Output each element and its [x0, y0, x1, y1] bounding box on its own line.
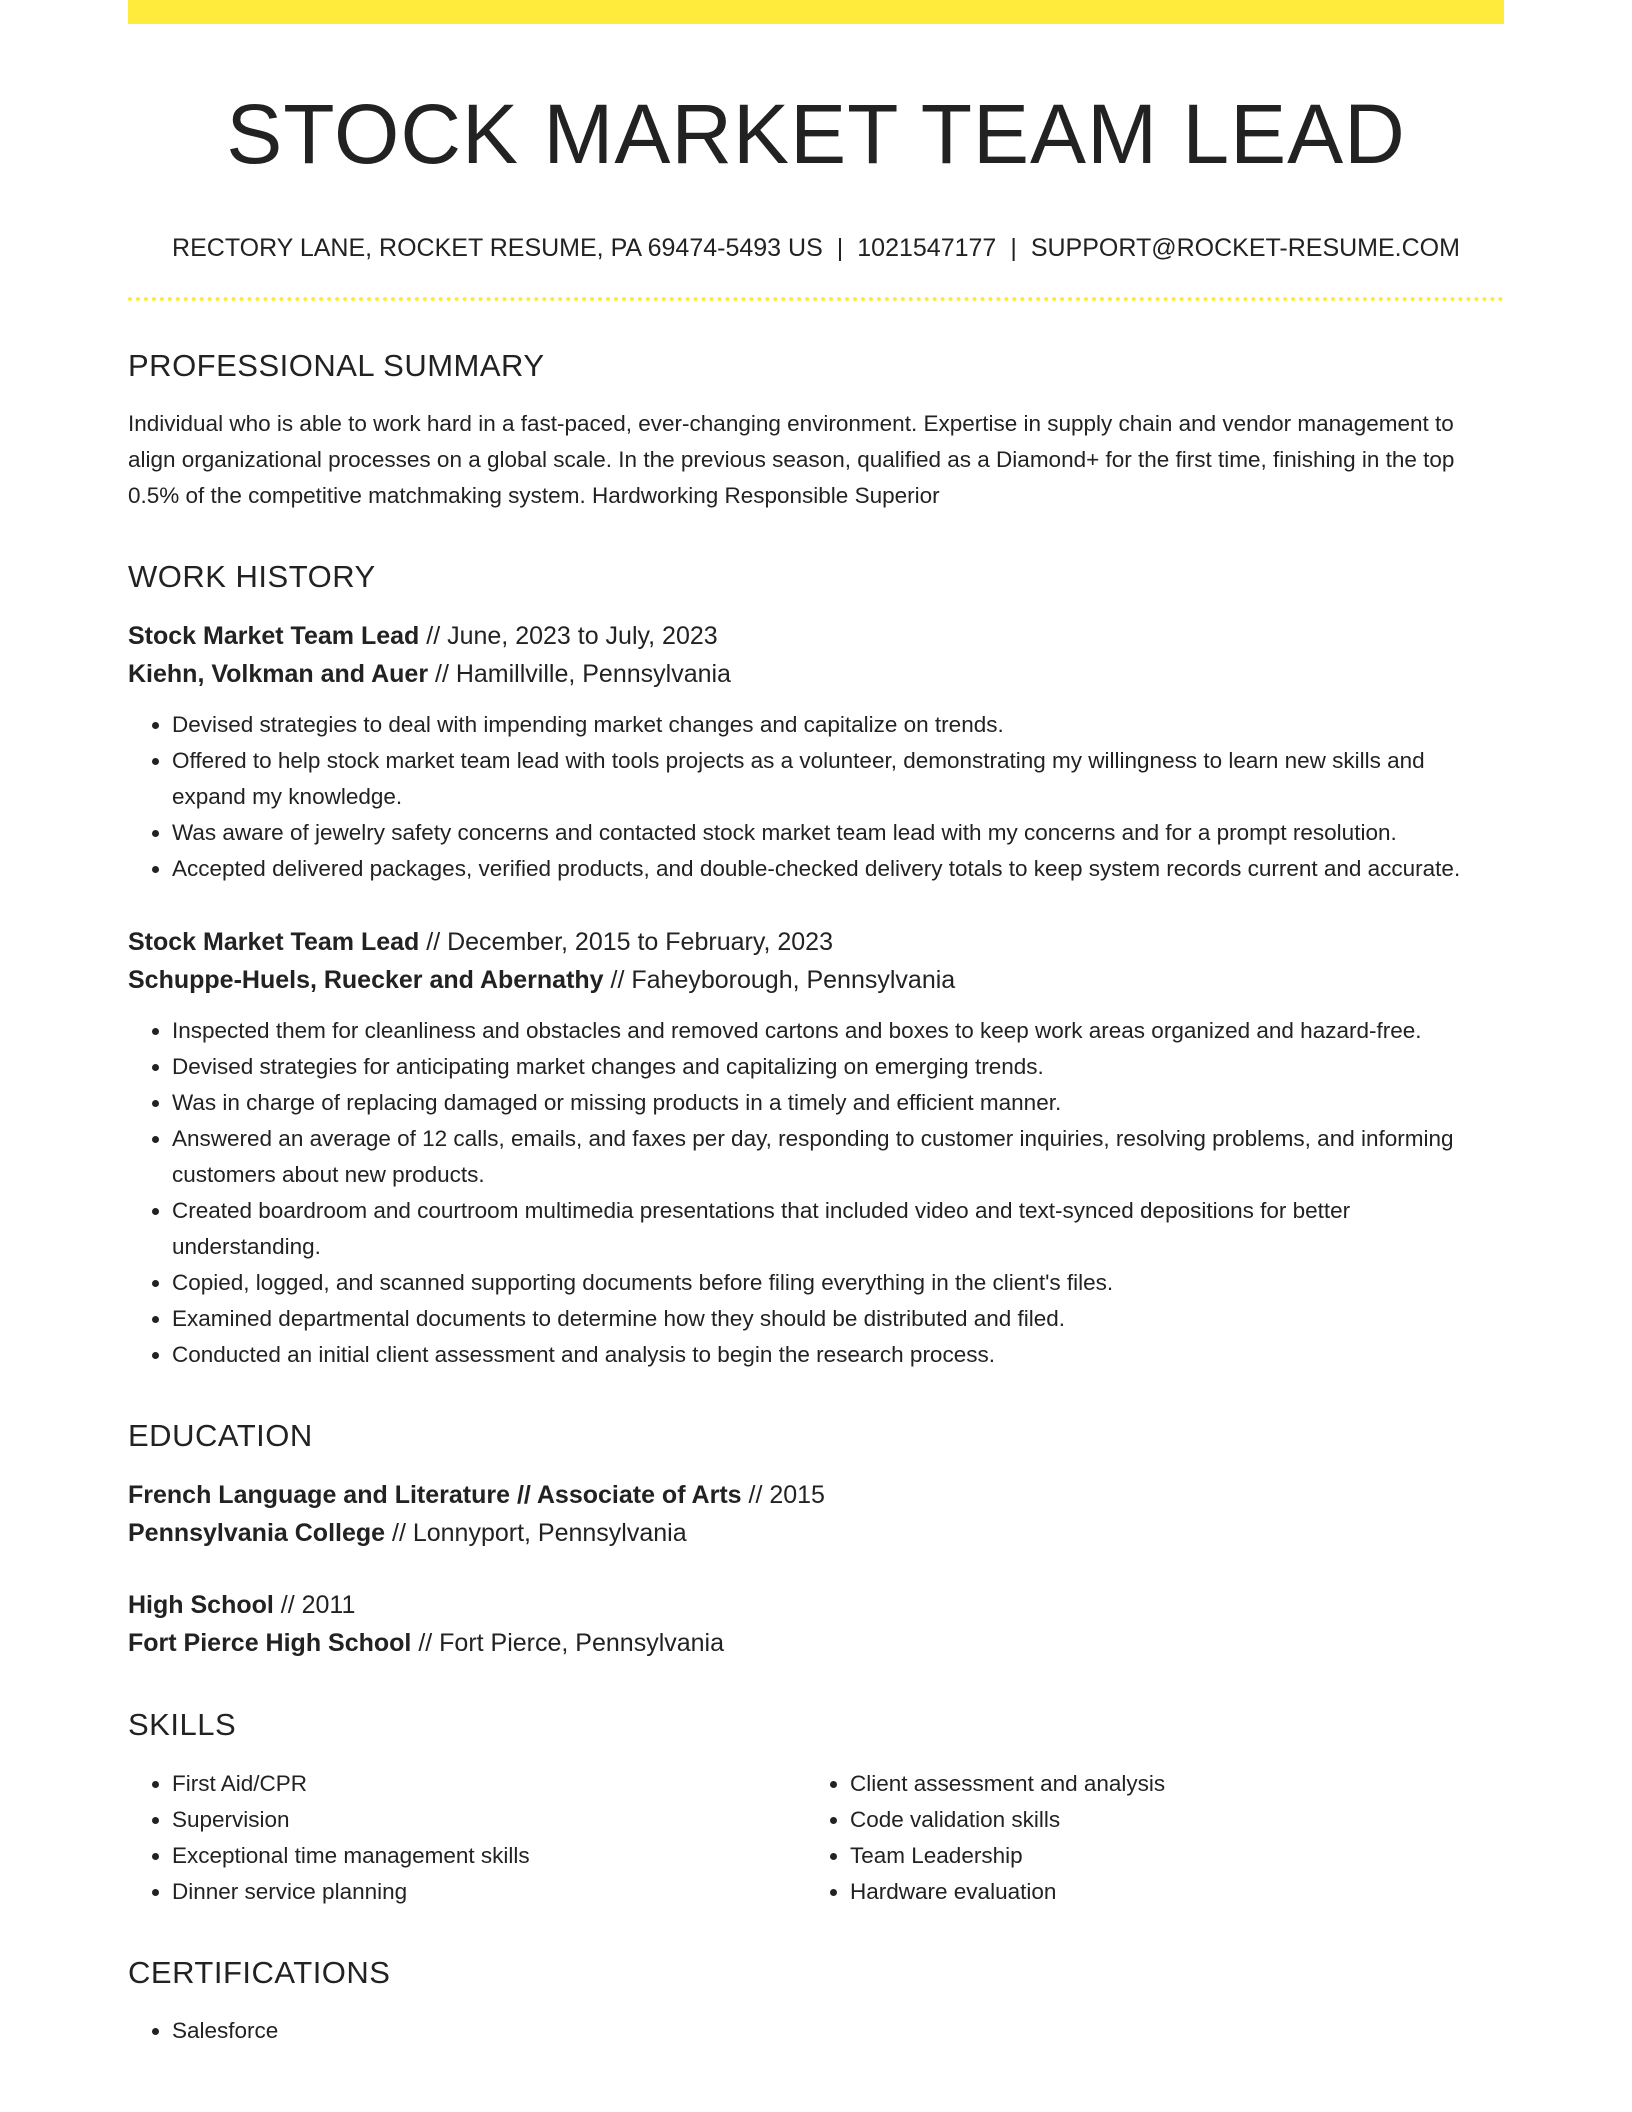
- skills-section: [128, 1706, 1504, 1909]
- school-location: // Fort Pierce, Pennsylvania: [411, 1629, 725, 1658]
- skills-column-right: [806, 1766, 1484, 1910]
- contact-address: RECTORY LANE, ROCKET RESUME, PA 69474-5493 US: [172, 233, 823, 262]
- school: Pennsylvania College: [128, 1519, 386, 1548]
- degree-line: [128, 1476, 1504, 1514]
- degree-line: [128, 1586, 1504, 1624]
- skill-item: • Dinner service planning: [172, 1874, 806, 1910]
- school: Fort Pierce High School: [128, 1629, 412, 1658]
- contact-email: SUPPORT@ROCKET-RESUME.COM: [1030, 233, 1460, 262]
- job-bullet: • Copied, logged, and scanned supporting documents before filing everything in the client's files.: [172, 1265, 1504, 1301]
- education-heading: EDUCATION: [128, 1418, 313, 1454]
- skill-item: • Code validation skills: [850, 1802, 1484, 1838]
- school-line: [128, 1514, 1504, 1552]
- job-title-line: [128, 617, 1504, 655]
- certifications-list: [128, 2013, 1504, 2049]
- school-location: // Lonnyport, Pennsylvania: [385, 1519, 687, 1548]
- job-company: Schuppe-Huels, Ruecker and Abernathy: [128, 966, 604, 995]
- job-bullet: • Offered to help stock market team lead with tools projects as a volunteer, demonstrating my willingness to learn new skills and expand my knowledge.: [172, 743, 1504, 815]
- skill-item: • First Aid/CPR: [172, 1766, 806, 1802]
- job-bullet: • Answered an average of 12 calls, emails, and faxes per day, responding to customer inquiries, resolving problems, and informing customers about new products.: [172, 1121, 1504, 1193]
- contact-separator: |: [836, 233, 844, 262]
- certifications-section: [128, 1954, 1504, 2049]
- school-line: [128, 1624, 1504, 1662]
- job-bullet: • Conducted an initial client assessment and analysis to begin the research process.: [172, 1337, 1504, 1373]
- contact-line: [128, 233, 1504, 263]
- job-entry: [128, 617, 1504, 887]
- degree: High School: [128, 1591, 274, 1620]
- skills-heading: SKILLS: [128, 1707, 237, 1743]
- job-bullet: • Accepted delivered packages, verified products, and double-checked delivery totals to keep system records current and accurate.: [172, 851, 1504, 887]
- top-accent-bar: [128, 0, 1504, 24]
- certification-item: • Salesforce: [172, 2013, 1504, 2049]
- education-entry: [128, 1586, 1504, 1662]
- summary-section: [128, 347, 1504, 514]
- job-location: // Hamillville, Pennsylvania: [428, 660, 731, 689]
- work-history-section: [128, 558, 1504, 1373]
- skill-item: • Client assessment and analysis: [850, 1766, 1484, 1802]
- certifications-heading: CERTIFICATIONS: [128, 1954, 391, 1990]
- job-title-line: [128, 923, 1504, 961]
- contact-separator: |: [1010, 233, 1017, 262]
- degree-year: // 2011: [273, 1591, 356, 1620]
- job-bullet: • Inspected them for cleanliness and obstacles and removed cartons and boxes to keep work areas organized and hazard-free.: [172, 1013, 1504, 1049]
- job-bullets: [128, 1013, 1504, 1373]
- skills-column-left: [128, 1766, 806, 1910]
- skill-item: • Supervision: [172, 1802, 806, 1838]
- summary-heading: PROFESSIONAL SUMMARY: [128, 347, 545, 383]
- job-title: Stock Market Team Lead: [128, 928, 420, 957]
- job-dates: // June, 2023 to July, 2023: [419, 622, 718, 651]
- job-company-line: [128, 655, 1504, 693]
- summary-text: Individual who is able to work hard in a fast-paced, ever-changing environment. Expertise in supply chain and vendor management to align organizational processes on a global scale. In the previous season, qualified as a Diamond+ for the first time, finishing in the top 0.5% of the competitive matchmaking system. Hardworking Responsible Superior: [128, 410, 1455, 508]
- skill-item: • Team Leadership: [850, 1838, 1484, 1874]
- job-bullet: • Was aware of jewelry safety concerns and contacted stock market team lead with my concerns and for a prompt resolution.: [172, 815, 1504, 851]
- job-bullets: [128, 707, 1504, 887]
- job-company: Kiehn, Volkman and Auer: [128, 660, 429, 689]
- degree-year: // 2015: [741, 1481, 825, 1510]
- resume-page: [128, 0, 1504, 2049]
- skills-grid: [128, 1766, 1504, 1910]
- job-title: Stock Market Team Lead: [128, 622, 420, 651]
- job-bullet: • Devised strategies for anticipating market changes and capitalizing on emerging trends.: [172, 1049, 1504, 1085]
- job-bullet: • Was in charge of replacing damaged or missing products in a timely and efficient manner.: [172, 1085, 1504, 1121]
- job-location: // Faheyborough, Pennsylvania: [603, 966, 956, 995]
- degree: French Language and Literature // Associate of Arts: [128, 1481, 742, 1510]
- work-history-heading: WORK HISTORY: [128, 558, 376, 594]
- resume-name: STOCK MARKET TEAM LEAD: [226, 87, 1406, 181]
- job-dates: // December, 2015 to February, 2023: [419, 928, 833, 957]
- education-entry: [128, 1476, 1504, 1552]
- dotted-divider: [128, 297, 1504, 301]
- job-company-line: [128, 961, 1504, 999]
- job-bullet: • Created boardroom and courtroom multimedia presentations that included video and text-synced depositions for better understanding.: [172, 1193, 1504, 1265]
- skill-item: • Exceptional time management skills: [172, 1838, 806, 1874]
- education-section: [128, 1417, 1504, 1662]
- job-bullet: • Devised strategies to deal with impending market changes and capitalize on trends.: [172, 707, 1504, 743]
- job-bullet: • Examined departmental documents to determine how they should be distributed and filed.: [172, 1301, 1504, 1337]
- skill-item: • Hardware evaluation: [850, 1874, 1484, 1910]
- contact-phone: 1021547177: [857, 233, 997, 262]
- job-entry: [128, 923, 1504, 1373]
